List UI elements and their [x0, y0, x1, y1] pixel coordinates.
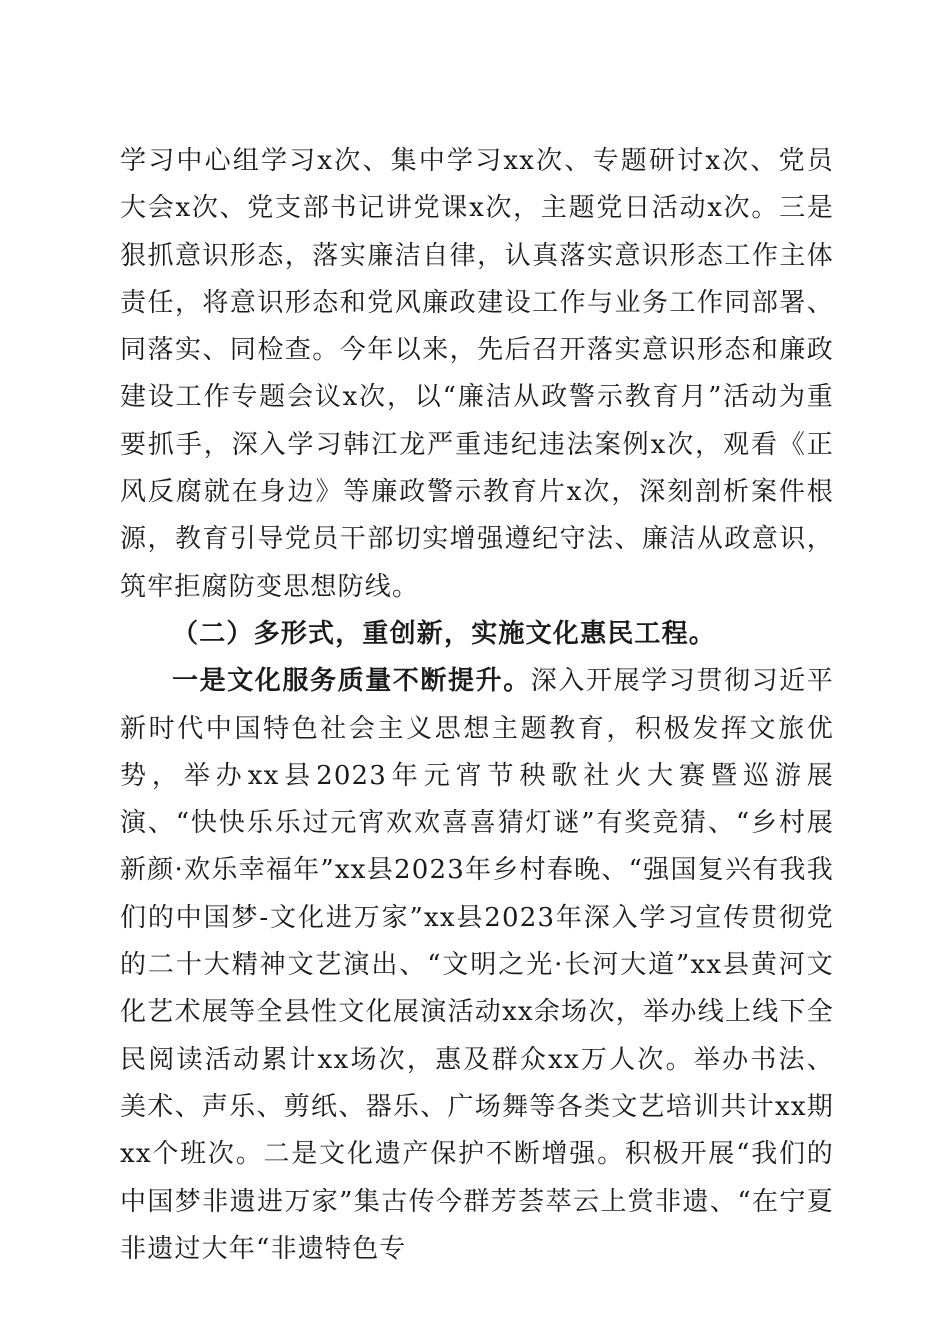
- section-heading: （二）多形式，重创新，实施文化惠民工程。: [172, 618, 717, 649]
- body-paragraph-1: 学习中心组学习x次、集中学习xx次、专题研讨x次、党员大会x次、党支部书记讲党课x次，主题党日活动x次。三是狠抓意识形态，落实廉洁自律，认真落实意识形态工作主体责任，将意识形态和党风廉政建设工作与业务工作同部署、同落实、同检查。今年以来，先后召开落实意识形态和廉政建设工作专题会议x次，以“廉洁从政警示教育月”活动为重要抓手，深入学习韩江龙严重违纪违法案例x次，观看《正风反腐就在身边》等廉政警示教育片x次，深刻剖析案件根源，教育引导党员干部切实增强遵纪守法、廉洁从政意识，筑牢拒腐防变思想防线。: [120, 146, 834, 602]
- paragraph-body-text: 深入开展学习贯彻习近平新时代中国特色社会主义思想主题教育，积极发挥文旅优势，举办xx县2023年元宵节秧歌社火大赛暨巡游展演、“快快乐乐过元宵欢欢喜喜猜灯谜”有奖竞猜、“乡村展新颜·欢乐幸福年”xx县2023年乡村春晚、“强国复兴有我我们的中国梦-文化进万家”xx县2023年深入学习宣传贯彻党的二十大精神文艺演出、“文明之光·长河大道”xx县黄河文化艺术展等全县性文化展演活动xx余场次，举办线上线下全民阅读活动累计xx场次，惠及群众xx万人次。举办书法、美术、声乐、剪纸、器乐、广场舞等各类文艺培训共计xx期xx个班次。二是文化遗产保护不断增强。积极开展“我们的中国梦非遗进万家”集古传今群芳荟萃云上赏非遗、“在宁夏非遗过大年“非遗特色专: [120, 666, 834, 1264]
- body-paragraph-2: [120, 658, 834, 1273]
- paragraph-lead-phrase: 一是文化服务质量不断提升。: [172, 666, 531, 697]
- document-body: [120, 138, 834, 1273]
